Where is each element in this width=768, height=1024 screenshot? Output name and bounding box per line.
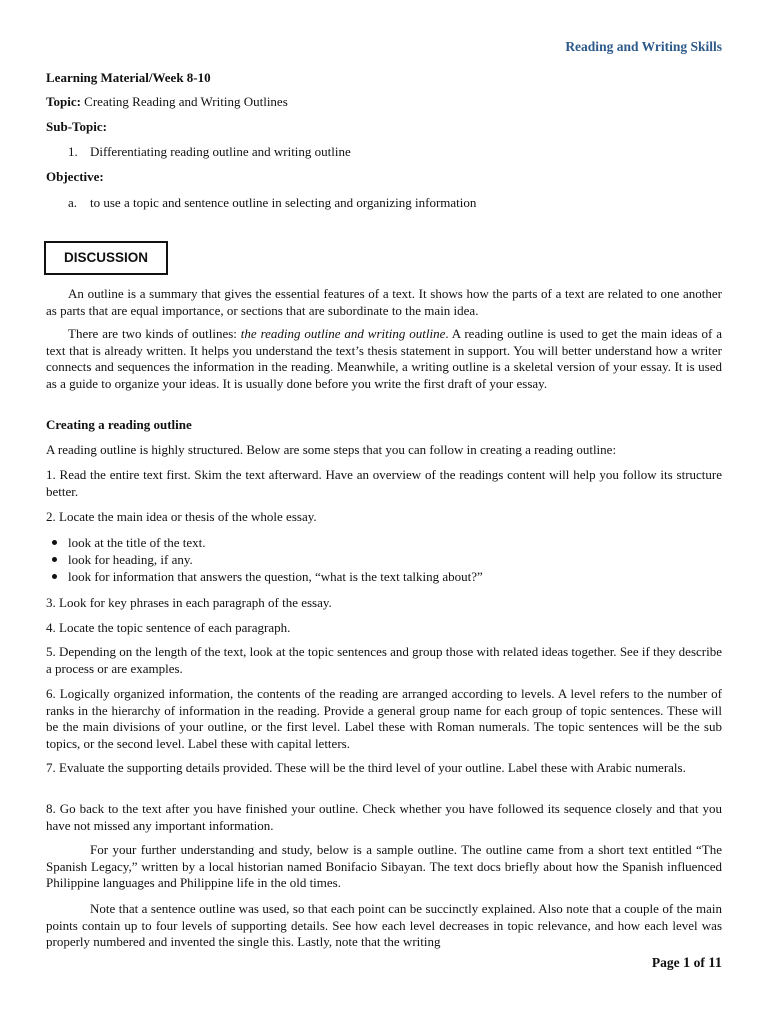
- bullet-item: look for information that answers the question, “what is the text talking about?”: [46, 569, 722, 586]
- step-3: 3. Look for key phrases in each paragraph of the essay.: [46, 595, 332, 610]
- bullet-item: look at the title of the text.: [46, 535, 722, 552]
- page-word: Page: [651, 955, 684, 970]
- page-of: of: [690, 955, 709, 970]
- step-4: 4. Locate the topic sentence of each paragraph.: [46, 620, 291, 635]
- note-paragraph: Note that a sentence outline was used, so that each point can be succinctly explained. Also note that a couple of the main points contain up to four levels of supporting details. See how each level decreases in topic relevance, and how each level was properly numbered and invented the single this. Lastly, note that the writing: [46, 901, 722, 949]
- intro-paragraph: A reading outline is highly structured. Below are some steps that you can follow in creating a reading outline:: [46, 442, 617, 457]
- objective-list-item: [46, 195, 722, 212]
- discussion-paragraph-2: [46, 326, 722, 392]
- subtopic-number: 1.: [68, 144, 78, 159]
- page-total: 11: [708, 955, 722, 971]
- bullet-list: [46, 535, 722, 586]
- topic-line: [46, 94, 722, 111]
- p2-end: . A reading outline is used to get the main ideas of a text that is already written. It helps you understand the text’s thesis statement in support. You will better understand how a writer connects and sequences the information in the reading. Meanwhile, a writing outline is a skeletal version of your essay. It is used as a guide to organize your ideas. It is usually done before you write the first draft of your essay.: [46, 326, 722, 391]
- subtopic-text: Differentiating reading outline and writing outline: [90, 144, 351, 159]
- page-number: [652, 955, 722, 972]
- step-2: 2. Locate the main idea or thesis of the whole essay.: [46, 509, 317, 524]
- objective-letter: a.: [68, 195, 78, 210]
- learning-material-line: Learning Material/Week 8-10: [46, 70, 211, 85]
- p2-start: There are two kinds of outlines:: [68, 326, 241, 341]
- topic-label: Topic:: [46, 94, 81, 109]
- discussion-paragraph-1: An outline is a summary that gives the essential features of a text. It shows how the parts of a text are related to one another as parts that are equal importance, or sections that are subordinate to the main idea.: [46, 286, 722, 318]
- topic-value: Creating Reading and Writing Outlines: [84, 94, 288, 109]
- step-6: 6. Logically organized information, the contents of the reading are arranged according to levels. A level refers to the number of ranks in the hierarchy of information in the reading. Provide a general group name for each group of topic sentences. These will be the main divisions of your outline, or the first level. Label these with Roman numerals. The topic sentences will be the sub topics, or the second level. Label these with capital letters.: [46, 686, 722, 751]
- page-current: 1: [683, 955, 691, 971]
- section-heading: Creating a reading outline: [46, 417, 192, 432]
- step-8: 8. Go back to the text after you have finished your outline. Check whether you have followed its sequence closely and that you have not missed any important information.: [46, 801, 722, 833]
- objective-text: to use a topic and sentence outline in selecting and organizing information: [90, 195, 477, 210]
- step-7: 7. Evaluate the supporting details provided. These will be the third level of your outline. Label these with Arabic numerals.: [46, 760, 686, 775]
- running-header: Reading and Writing Skills: [565, 39, 722, 54]
- step-5: 5. Depending on the length of the text, look at the topic sentences and group those with related ideas together. See if they describe a process or are examples.: [46, 644, 722, 676]
- objective-label: Objective:: [46, 169, 104, 184]
- sample-paragraph: For your further understanding and study, below is a sample outline. The outline came from a short text entitled “The Spanish Legacy,” written by a local historian named Bonifacio Sibayan. The text docs briefly about how the Spanish influenced Philippine languages and Philippine life in the old times.: [46, 842, 722, 890]
- bullet-item: look for heading, if any.: [46, 552, 722, 569]
- subtopic-list-item: [46, 144, 722, 161]
- subtopic-label: Sub-Topic:: [46, 119, 107, 134]
- step-1: 1. Read the entire text first. Skim the text afterward. Have an overview of the readings content will help you follow its structure better.: [46, 467, 722, 499]
- discussion-box: DISCUSSION: [44, 241, 168, 275]
- p2-italic: the reading outline and writing outline: [240, 326, 446, 341]
